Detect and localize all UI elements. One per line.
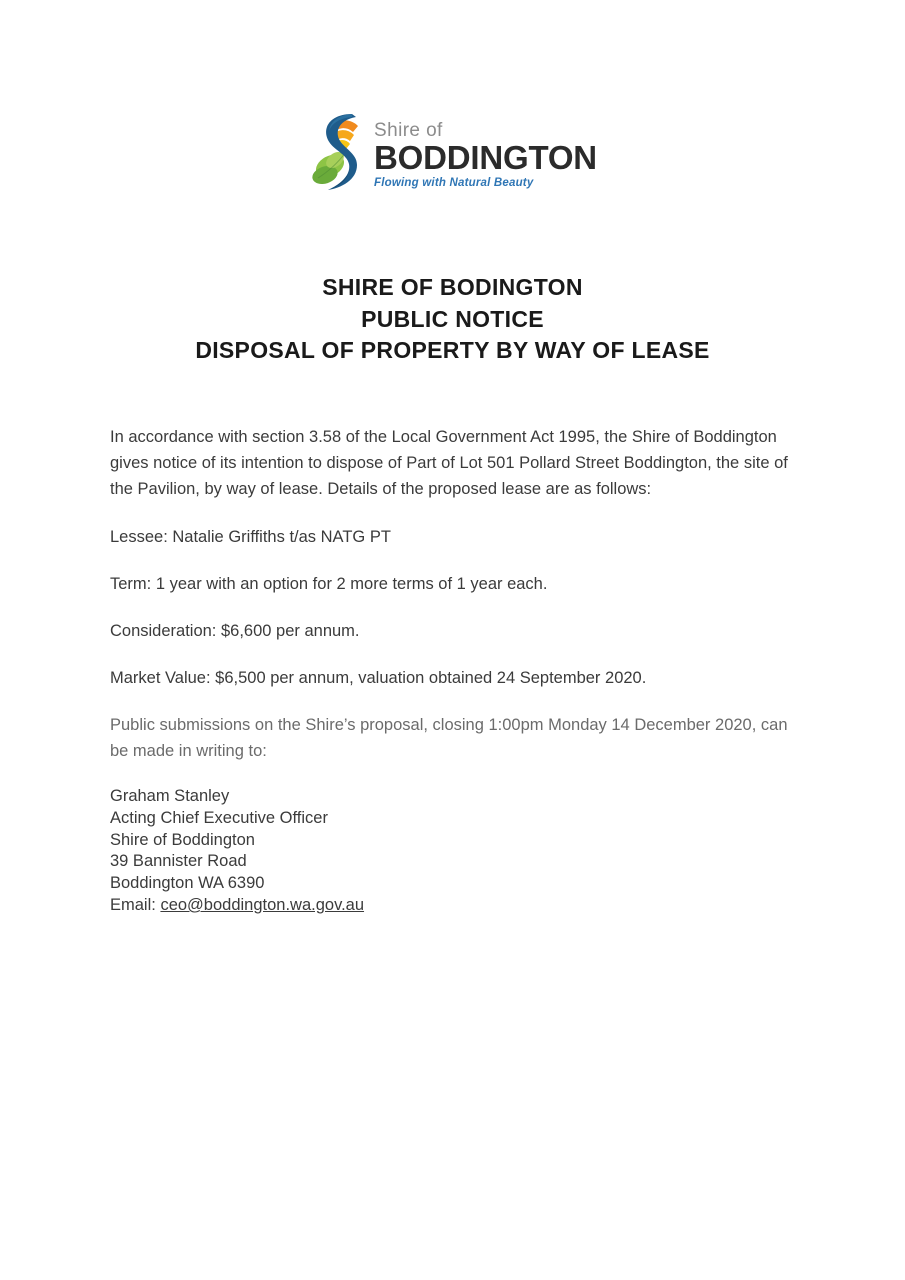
contact-block (110, 786, 790, 917)
contact-email-row (110, 895, 790, 917)
notice-title (0, 272, 905, 367)
logo-boddington-text: BODDINGTON (374, 138, 597, 176)
logo-shire-of-text: Shire of (374, 119, 443, 141)
intro-paragraph: In accordance with section 3.58 of the Local Government Act 1995, the Shire of Boddington gives notice of its intention to dispose of Part of Lot 501 Pollard Street Boddington, the site of the Pavilion, by way of lease. Details of the proposed lease are as follows: (110, 428, 788, 498)
contact-name: Graham Stanley (110, 787, 230, 805)
shire-logo (0, 108, 905, 196)
contact-role: Acting Chief Executive Officer (110, 808, 328, 827)
logo-wordmark (374, 115, 597, 190)
contact-organisation: Shire of Boddington (110, 830, 255, 849)
market-value-line: Market Value: $6,500 per annum, valuation obtained 24 September 2020. (110, 669, 647, 687)
notice-body (110, 424, 790, 917)
term-line: Term: 1 year with an option for 2 more terms of 1 year each. (110, 575, 548, 593)
title-line-1: SHIRE OF BODINGTON (322, 274, 583, 300)
logo-tagline-text: Flowing with Natural Beauty (374, 176, 534, 189)
contact-locality: Boddington WA 6390 (110, 874, 265, 893)
contact-email-label: Email: (110, 895, 161, 914)
shire-of-boddington-logo-mark-icon (308, 108, 366, 196)
title-line-3: DISPOSAL OF PROPERTY BY WAY OF LEASE (195, 337, 710, 363)
submissions-paragraph: Public submissions on the Shire’s proposal, closing 1:00pm Monday 14 December 2020, can be made in writing to: (110, 716, 788, 760)
title-line-2: PUBLIC NOTICE (361, 305, 544, 332)
lessee-line: Lessee: Natalie Griffiths t/as NATG PT (110, 528, 391, 546)
logo-inner (308, 108, 597, 196)
consideration-line: Consideration: $6,600 per annum. (110, 622, 360, 640)
contact-email-link[interactable]: ceo@boddington.wa.gov.au (160, 895, 365, 914)
contact-street: 39 Bannister Road (110, 852, 247, 871)
